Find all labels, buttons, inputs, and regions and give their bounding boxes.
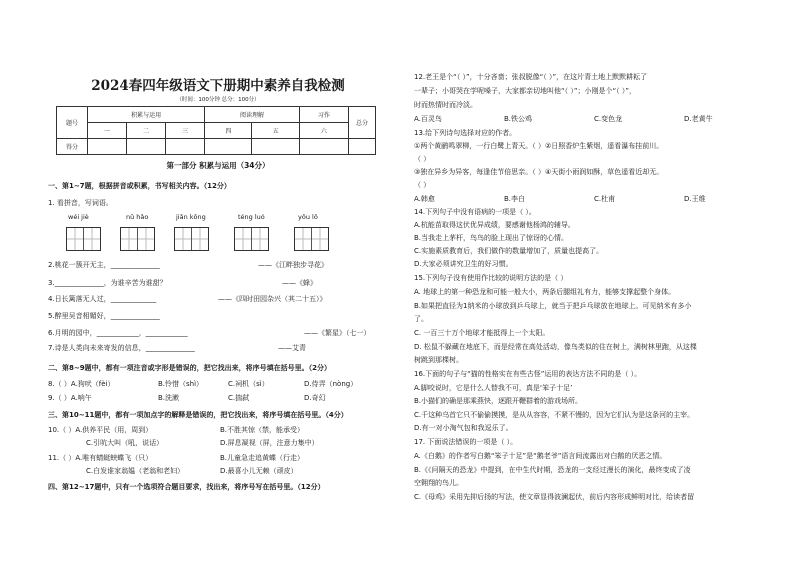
q14-option-a: A.杭能苗取得这伏优异成绩，要感谢他杨鸿的辅导。 — [414, 221, 575, 229]
cell-2: 二 — [127, 123, 166, 139]
cell-reading: 阅读理解 — [205, 107, 300, 123]
q13-option-d: D.王维 — [684, 195, 706, 203]
score-table — [56, 106, 376, 155]
q17-option-a: A.《白鹅》的作者写白鹅“笨子十足”是“鹅老爷”语言间流露出对白鹅的厌恶之情。 — [414, 452, 667, 460]
question-11-a: 11.（ ）A.唯有蜻蜓蛱蝶飞（只） — [48, 454, 153, 462]
score-input-4[interactable] — [205, 139, 252, 155]
question-11-b: B.儿童急走追黄蝶（行走） — [220, 454, 305, 462]
section-3-header: 三、第10~11题中，都有一项加点字的解释是错误的，把它找出来，将序号填在括号里。（4分） — [48, 411, 348, 419]
q12-line-3: 时而热情时而冷淡。 — [414, 101, 477, 109]
q15-option-a: A. 地球上的第一种恐龙和可能一般大小，两条后腿组礼有力，能够支撑起整个身体。 — [414, 288, 676, 296]
q1-header: 一、第1~7题，根据拼音或积累，书写相关内容。（12分） — [48, 182, 231, 190]
q1-instruction: 1. 看拼音，写词语。 — [48, 199, 113, 207]
question-8-c: C.祠机（sì） — [228, 380, 269, 388]
q15-option-d: D. 松鼠不躲藏在地底下，而是经常在高处活动，像鸟类似的住在树上，满树林里跑，从这棵 — [414, 343, 697, 351]
q16-option-a: A.脚咬说时，它是什么人替我不可，真是‘笨子十足’ — [414, 384, 573, 392]
cell-1: 一 — [88, 123, 127, 139]
question-9-c: C.揣弑 — [228, 394, 250, 402]
score-input-6[interactable] — [299, 139, 348, 155]
question-5: 5.醉里吴音相媚好，______________ — [48, 312, 160, 320]
q13-option-b: B.李白 — [504, 195, 526, 203]
question-10-a: 10.（ ）A.供养平民（用，周到） — [48, 426, 153, 434]
pinyin-4: téng luó — [238, 213, 265, 221]
section-2-header: 二、第8~9题中，都有一项注音或字形是错误的，把它找出来，将序号填在括号里。（2分） — [48, 364, 331, 372]
question-8-a: 8.（ ）A.狗吠（fèi） — [48, 380, 115, 388]
q16-option-d: D.有一对小淘气包和我逗乐了。 — [414, 424, 513, 432]
score-input-2[interactable] — [127, 139, 166, 155]
q12-option-d: D.老黄牛 — [684, 115, 713, 123]
cell-5: 五 — [252, 123, 299, 139]
question-10-d: D.屏息凝视（屏，注意力集中） — [220, 439, 319, 447]
question-11-c: C.白发谁家翁媪（老翁和老妇） — [86, 467, 185, 475]
q13-line-2b: （ ） — [414, 181, 431, 189]
q15-option-b-cont: 了。 — [414, 315, 428, 323]
question-10-b: B.不胜其惊（禁，能承受） — [220, 426, 305, 434]
question-6: 6.月明的园中，____________，____________ — [48, 329, 188, 337]
score-input-1[interactable] — [88, 139, 127, 155]
exam-subtitle: （时间：100分钟 总分：100分） — [176, 97, 260, 103]
q14-title: 14.下列句子中没有语病的一项是（ ）。 — [414, 208, 536, 216]
part1-title: 第一部分 积累与运用（34分） — [166, 161, 270, 170]
q12-option-b: B.铁公鸡 — [504, 115, 533, 123]
q14-option-b: B.当我走上茅杆，鸟鸟的脸上现出了惊讶的心情。 — [414, 234, 569, 242]
q16-title: 16.下面的句子与“猫的性格实在有些古怪”运用的表达方法不同的是（ ）。 — [414, 370, 642, 378]
question-10-c: C.引吭大叫（吼，说话） — [86, 439, 164, 447]
section-4-header: 四、第12~17题中，只有一个选项符合题目要求，找出来，将序号写在括号里。（12分） — [48, 483, 325, 491]
question-7: 7.诗是人类向未来寄发的信息，______________ — [48, 344, 195, 352]
pinyin-2: nǔ hǎo — [126, 213, 149, 221]
question-8-b: B.怜惜（shì） — [158, 380, 204, 388]
q16-option-c: C.千这种乌首它只不偷偷摸摸，是从从容容，不紧不慢的，因为它们认为是这条河的主宰。 — [414, 411, 695, 419]
question-9-b: B.洗漱 — [158, 394, 180, 402]
q15-option-c: C. 一百三十万个地球才能抵得上一个太阳。 — [414, 329, 550, 337]
cell-4: 四 — [205, 123, 252, 139]
q15-option-b: B.如果把直径为1纳米的小球放到乒乓球上，就当于把乒乓球放在地球上。可见纳米有多小 — [414, 302, 692, 310]
cell-writing: 习作 — [299, 107, 348, 123]
q13-title: 13.给下列诗句选择对应的作者。 — [414, 129, 517, 137]
writing-grid-4[interactable] — [234, 227, 269, 251]
pinyin-5: yǒu lǒ — [298, 213, 318, 221]
exam-title: 2024春四年级语文下册期中素养自我检测 — [91, 78, 345, 94]
score-input-5[interactable] — [252, 139, 299, 155]
writing-grid-3[interactable] — [174, 227, 209, 251]
cell-accumulation: 积累与运用 — [88, 107, 205, 123]
writing-grid-5[interactable] — [294, 227, 329, 251]
q13-line-1b: （ ） — [414, 155, 431, 163]
cell-3: 三 — [166, 123, 205, 139]
q12-option-c: C.变色龙 — [594, 115, 623, 123]
cell-score-label: 得分 — [57, 139, 88, 155]
q15-title: 15.下列句子没有使用作比较的说明方法的是（ ） — [414, 274, 568, 282]
q13-option-a: A.韩愈 — [414, 195, 435, 203]
pinyin-3: jiǎn kōng — [176, 213, 206, 221]
question-9-a: 9.（ ）A.响午 — [48, 394, 92, 402]
question-8-d: D.侍弄（nòng） — [304, 380, 358, 388]
cell-6: 六 — [299, 123, 348, 139]
q12-line-2: 一辈子；小哥哭在学呢嗓子，大家都亲切地叫他“（ ）”；小刚是个“（ ）”， — [414, 87, 636, 95]
question-3-source: ——《蜂》 — [282, 279, 317, 287]
score-input-total[interactable] — [349, 139, 376, 155]
pinyin-1: wéi jiè — [68, 213, 89, 221]
question-2: 2.桃花一簇开无主，______________ — [48, 261, 160, 269]
writing-grid-2[interactable] — [120, 227, 155, 251]
cell-total: 总分 — [349, 107, 376, 139]
q12-option-a: A.百灵鸟 — [414, 115, 442, 123]
q17-option-b: B.《《问隔天的恐龙》中提到，在中生代时期，恐龙的一支经过漫长的演化，最终变成了凌 — [414, 466, 691, 474]
q13-line-1: ①两个黄鹂鸣翠柳，一行白鹭上青天。（ ）②日照香炉生紫烟，遥看瀑布挂前川。 — [414, 142, 664, 150]
question-2-source: ——《江畔独步寻花》 — [258, 261, 328, 269]
question-3: 3.______________，为谁辛苦为谁甜？ — [48, 279, 167, 287]
writing-grid-1[interactable] — [66, 227, 101, 251]
q13-option-c: C.杜甫 — [594, 195, 616, 203]
question-7-source: ——艾青 — [278, 344, 306, 352]
q14-option-c: C.实施素质教育后，我们做作的数量增加了，质量也提高了。 — [414, 247, 604, 255]
question-9-d: D.奇幻 — [304, 394, 326, 402]
q13-line-2: ③独在异乡为异客，每逢佳节倍思亲。（ ）④天街小雨润如酥，草色遥看近却无。 — [414, 168, 664, 176]
q17-option-c: C.《母鸡》采用先抑后扬的写法，使文章显得波澜起伏，前后内容形成鲜明对比，给读者留 — [414, 493, 695, 501]
q16-option-b: B.小猫们的确是那乘燕快，逐跟开鞭群着的游戏场所。 — [414, 397, 583, 405]
q17-option-b-cont: 空翱翔的鸟儿。 — [414, 479, 463, 487]
q12-line-1: 12.老王是个“（ ）”，十分吝啬；张叔脱像“（ ）”，在这片青土地上默默耕耘了 — [414, 73, 648, 81]
question-11-d: D.最喜小儿无赖（顽皮） — [220, 467, 298, 475]
question-6-source: ——《繁星》（七一） — [304, 329, 371, 337]
score-input-3[interactable] — [166, 139, 205, 155]
question-4: 4.日长篱落无人过，_____________ — [48, 295, 157, 303]
question-4-source: ——《四时田园杂兴（其二十五）》 — [218, 295, 327, 303]
q14-option-d: D.大家必须讲究卫生的好习惯。 — [414, 260, 513, 268]
q17-title: 17. 下面说法错误的一项是（ ）。 — [414, 438, 518, 446]
q15-option-d-cont: 树跳到那棵树。 — [414, 356, 463, 364]
cell-question-number: 题号 — [57, 107, 88, 139]
